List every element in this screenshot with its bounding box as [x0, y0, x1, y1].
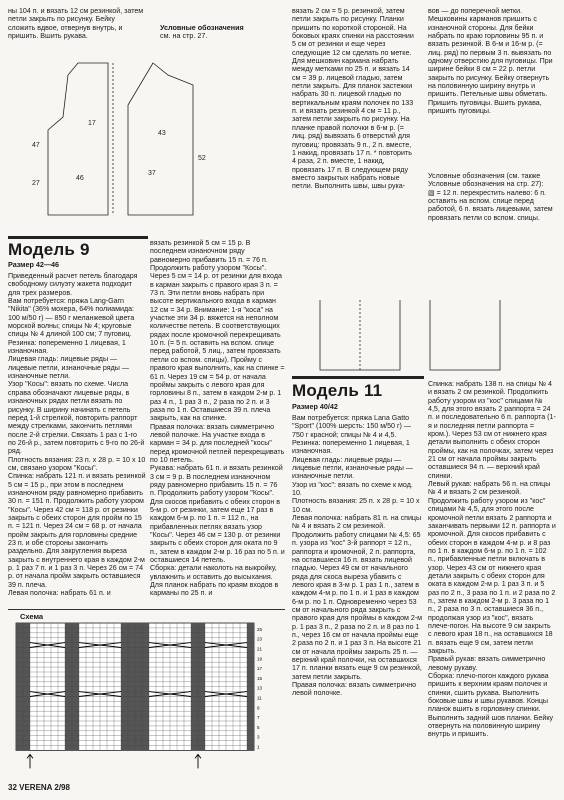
row-label: 17 [257, 666, 263, 672]
row-label: 25 [257, 626, 263, 632]
row-label: 3 [257, 734, 260, 740]
col4-top-text: вов — до поперечной метки. Мешковины карманов пришить с изнаночной стороны. Для бейки набрать по краю горловины 95 п. и вязать резинкой. В 6-м и 16-м р. (= лиц. ряд) по первым 3 п. вывязать по одному отверстию для пуговицы. При ширине бейки 8 см = 22 р. петли закрыть по рисунку. Бейку отвернуть на половинную ширину внутрь и пришить. Петельные швы обметать. Пришить пуговицы. Вшить рукава, пришить пуговицы. [428, 7, 553, 116]
legend-top-text: см. на стр. 27. [160, 31, 208, 41]
model11-col2: Спинка: набрать 138 п. на спицы № 4 и вязать 2 см резинкой. Продолжить работу узором из "кос" спицами № 4,5, для этого вязать 2 раппорта = 24 п. и последовательно 6 п. раппорта (1-я и последняя петли раппорта = кром.). Через 53 см от нижнего края детали выполнить с обеих сторон проймы, как на полочках, затем через 21 см от начала проймы закрыть оставшиеся 94 п. — верхний край спинки. Левый рукав: набрать 56 п. на спицы № 4 и вязать 2 см резинкой. Продолжить работу узором из "кос" спицами № 4,5, для этого после кромочной петли вязать 2 раппорта и заканчивать первыми 12 п. раппорта и кромочной. Для скосов прибавить с обеих сторон в каждом 4-м р. и 8 раз по 1 п. в каждом 6-м р. по 1 п. = 102 п., прибавленные петли включать в узор. Через 43 см от нижнего края детали закрыть с обеих сторон для оката в каждом 2-м р. 1 раз 3 п. и 5 раз по 2 п., 3 раза по 1 п. и 2 раза по 2 п., затем в каждом 2-м р. 3 раза по 1 п., 2 раза по 3 п. оставшиеся 36 п., продолжая узор из "кос", вязать плече-погон. На высоте 9 см закрыть с левого края 18 п., на оставшихся 18 п. вязать еще 9 см, затем петли закрыть. Правый рукав: вязать симметрично левому рукаву. Сборка: плечо-погон каждого рукава пришить к верхним краям полочек и спинки, сшить рукава. Выполнить боковые швы и швы рукавов. Концы планок вшить в горловину спинки. Выполнить задний шов планки. Бейку отвернуть на половинную ширину внутрь и пришить. [428, 380, 556, 739]
pattern-back-piece [48, 63, 108, 215]
col3-top-text: вязать 2 см = 5 р. резинкой, затем петли закрыть по рисунку. Планки пришить по короткой стороной. На боковых краях спинки на расстоянии 5 см от резинки и еще через следующие 12 см сделать по метке. Для мешковин кармана набрать между метками по 25 п. и вязать 14 см = 39 р. лицевой гладью, затем петли закрыть. Для планок застежки набрать 30 п. лицевой гладью по вертикальным краям полочек по 133 п. и вязать резинкой 4 см = 11 р., затем петли закрыть по рисунку. На планке правой полочки в 6-м р. (= лиц. ряд) вывязать 6 отверстий для пуговиц: провязать 9 п., 2 п. вместе, 1 накид, провязать 17 п. * повторить 4 раза, 2 п. вместе, 1 накид, провязать 17 п. В следующем ряду вместо закрытых набрать новые петли. Выполнить швы, швы рука- [292, 7, 414, 191]
dim-label: 46 [76, 175, 84, 182]
model9-title: Модель 9 [8, 240, 90, 259]
model9-rule [8, 236, 148, 239]
pattern-diagram [8, 55, 248, 230]
row-label: 15 [257, 675, 263, 681]
row-label: 1 [257, 744, 260, 750]
model11-title: Модель 11 [292, 381, 383, 400]
model9-size: Размер 42—46 [8, 260, 60, 269]
col4-legend: Условные обозначения (см. также Условные обозначения на стр. 27): ▧ = 12 п. перекрестить налево: 6 п. оставить на вспом. спице перед работой, 6 п. вязать лицевыми, затем провязать петли со вспом. спицы. [428, 172, 553, 222]
row-label: 9 [257, 705, 260, 711]
row-label: 19 [257, 656, 263, 662]
repeat-arrow [27, 754, 33, 768]
chart-grid [16, 623, 263, 768]
pattern-diagram-model11 [300, 300, 556, 378]
dim-label: 27 [32, 180, 40, 187]
model9-col1: Приведенный расчет петель благодаря свободному силуэту жакета подходит для трех размеров. Вам потребуется: пряжа Lang-Garn "Nikita" (36% мохера, 64% полиамида: 100 м/50 г) — 850 г меланжевой цвета морской волны; спицы № 4; круговые спицы № 4 длиной 100 см; 7 пуговиц. Резинка: попеременно 1 лицевая, 1 изнаночная. Лицевая гладь: лицевые ряды — лицевые петли, изнаночные ряды — изнаночные петли. Узор "Косы": вязать по схеме. Числа справа обозначают лицевые ряды, в изнаночных рядах петли вязать по рисунку. В ширину начинать с петель перед 1-й стрелкой, повторить раппорт между стрелками, закончить петлями после 2-й стрелки. Связать 1 раз с 1-го по 26-й р., затем повторить с 9-го по 26-й ряд. Плотность вязания: 23 п. х 28 р. = 10 х 10 см, связано узором "Косы". Спинка: набрать 121 п. и вязать резинкой 5 см = 15 р., при этом в последнем изнаночном ряду равномерно прибавить 30 п. = 151 п. Продолжить работу узором "Косы". Через 42 см = 118 р. от резинки закрыть с обеих сторон для пройм по 15 п. = 121 п. Через 24 см = 68 р. от начала пройм закрыть для горловины средние 23 п. и обе стороны закончить раздельно. Для закругления выреза закрыть с внутреннего края в каждом 2-м р. 1 раз 7 п. и 1 раз 3 п. Через 26 см = 74 р. от начала пройм закрыть оставшиеся 39 п. плеча. Левая полочка: набрать 61 п. и [8, 272, 146, 598]
row-label: 21 [257, 646, 263, 652]
dim-label: 52 [198, 155, 206, 162]
row-label: 23 [257, 636, 263, 642]
model11-size: Размер 40/42 [292, 402, 338, 411]
page-footer: 32 VERENA 2/98 [8, 783, 70, 792]
model9-col2: вязать резинкой 5 см = 15 р. В последнем изнаночном ряду равномерно прибавить 15 п. = 76 п. Продолжить работу узором "Косы". Через 5 см = 14 р. от резинки для входа в карман закрыть с правого края 3 п. = 73 п. Эти петли вновь набрать при высоте вертикального входа в карман 12 см = 34 р. Внимание: 1-я "коса" на участке эти 34 р. вяжется на неполном количестве петель. В соответствующих рядах после кромочной перекрещивать 10 п. (= 5 п. оставить на вспом. спице перед работой, 5 лиц., затем провязать петли со вспом. спицы). Пройму с правого края выполнить, как на спинке = 61 п. Через 19 см = 54 р. от начала проймы закрыть с левого края для горловины 8 п., затем в каждом 2-м р. 1 раз 4 п., 1 раз 3 п., 2 раза по 2 п. и 3 раза по 1 п. Оставшиеся 39 п. плеча закрыть, как на спинке. Правая полочка: вязать симметрично левой полочке. На участке входа в карман = 34 р. для последней "косы" перед кромочной петлей перекрещивать по 10 петель. Рукава: набрать 61 п. и вязать резинкой 3 см = 9 р. В последнем изнаночном ряду равномерно прибавить 15 п. = 76 п. Продолжить работу узором "Косы". Для скосов прибавить с обеих сторон в 5-м р. от резинки, затем еще 17 раз в каждом 6-м р. по 1 п. = 112 п., на прибавленных петлях вязать узор "Косы". Через 46 см = 130 р. от резинки закрыть с обеих сторон для оката по 9 п., затем в каждом 2-м р. 16 раз по 5 п. и оставшиеся 14 петель. Сборка: детали наколоть на выкройку, увлажнить и оставить до высыхания. Для планок набрать по краям входов в карманы по 25 п. и [150, 239, 285, 598]
dim-label: 37 [148, 170, 156, 177]
repeat-arrow [195, 754, 201, 768]
row-label: 7 [257, 715, 260, 721]
dim-label: 43 [158, 130, 166, 137]
model11-rule [292, 376, 424, 379]
schema-rule [8, 609, 285, 610]
legend-top-title: Условные обозначения [160, 24, 244, 32]
model11-col1: Вам потребуется: пряжа Lana Gatto "Sport" (100% шерсть: 150 м/50 г) — 750 г красной; спицы № 4 и 4,5. Резинка: попеременно 1 лицевая, 1 изнаночная. Лицевая гладь: лицевые ряды — лицевые петли, изнаночные ряды — изнаночные петли. Узор из "кос": вязать по схеме к мод. 10. Плотность вязания: 25 п. х 28 р. = 10 х 10 см. Левая полочка: набрать 81 п. на спицы № 4 и вязать 2 см резинкой. Продолжить работу спицами № 4,5: 65 п. узора из "кос" 3-й раппорт = 12 п., раппорта и кромочной, 2 п. раппорта, на оставшиеся 16 п. вязать лицевой гладью. Через 49 см от начального ряда для скоса выреза убавить с левого края в 3-м р. 1 раз 1 п., затем в каждом 4-м р. по 1 п. и 1 раз в каждом 6-м р. по 1 п. Одновременно через 53 см от начального ряда закрыть с правого края для проймы в каждом 2-м р. 1 раз 3 п., 2 раза по 2 п. и 8 раз по 1 п., через 16 см от начала проймы еще 2 раза по 2 п. и 1 раз 3 п. На высоте 21 см от начала проймы закрыть 25 п. — верхний край полочки, на оставшихся 17 п. планки вязать еще 9 см резинкой, затем петли закрыть. Правая полочка: вязать симметрично левой полочке. [292, 414, 423, 698]
row-label: 13 [257, 685, 263, 691]
dim-label: 17 [88, 120, 96, 127]
schema-title: Схема [20, 612, 44, 621]
row-label: 5 [257, 724, 260, 730]
dim-label: 47 [32, 142, 40, 149]
legend-top [160, 24, 285, 54]
top-left-text: ны 104 п. и вязать 12 см резинкой, затем петли закрыть по рисунку. Бейку сложить вдвое, отвернув внутрь, и пришить. Вшить рукава. [8, 7, 144, 41]
row-label: 11 [257, 695, 262, 701]
pattern-sleeve-piece [128, 63, 193, 215]
knitting-chart [14, 621, 286, 776]
